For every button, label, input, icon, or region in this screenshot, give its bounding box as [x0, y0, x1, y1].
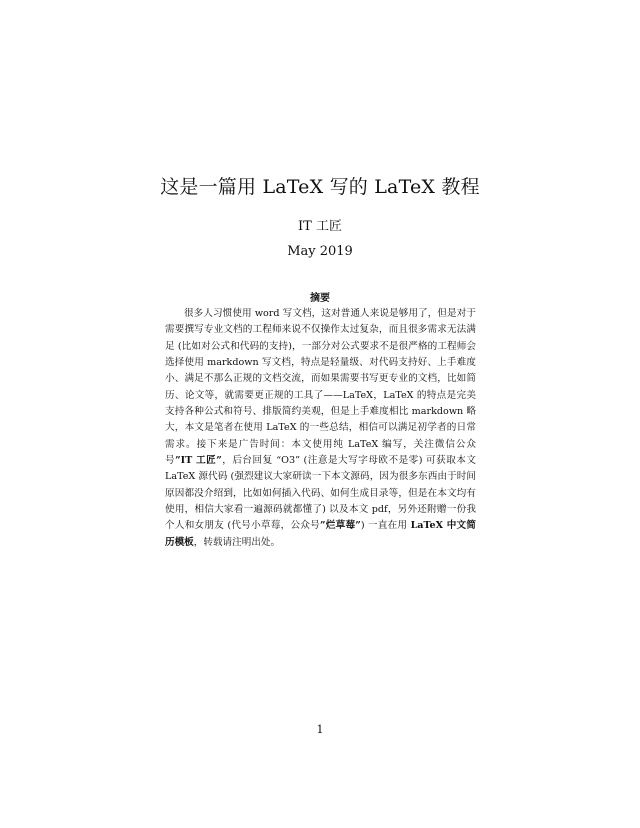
abstract-heading: 摘要: [310, 293, 330, 304]
abstract-bold-template: LaTeX 中文简历模板: [165, 520, 476, 548]
document-date: May 2019: [287, 244, 353, 259]
page-number: 1: [316, 723, 324, 736]
abstract-text-part2: ，后台回复 “O3” (注意是大写字母欧不是零) 可获取本文 LaTeX 源代码 (强烈建议大家研读一下本文源码，因为很多东西由于时间原因都没介绍到，比如如何插入代码、如何生成目录等，但是在本文均有使用，相信大家看一遍源码就都懂了) 以及本文 pdf，另外还附赠一份我个人和女朋友 (代号小草莓，公众号: [165, 455, 476, 532]
abstract-text-part3: ) 一直在用: [360, 520, 411, 532]
abstract-bold-account: ”IT 工匠”: [175, 455, 222, 467]
document-title: 这是一篇用 LaTeX 写的 LaTeX 教程: [160, 176, 480, 198]
abstract-text-part1: 很多人习惯使用 word 写文档，这对普通人来说是够用了，但是对于需要撰写专业文档的工程师来说不仅操作太过复杂，而且很多需求无法满足 (比如对公式和代码的支持)，一部分对公式要求不是很严格的工程师会选择使用 markdown 写文档，特点是轻量级、对代码支持好、上手难度小、满足不那么正规的文档交流，而如果需要书写更专业的文档，比如简历、论文等，就需要更正规的工具了——LaTeX，LaTeX 的特点是完美支持各种公式和符号、排版简约美观，但是上手难度相比 markdown 略大，本文是笔者在使用 LaTeX 的一些总结，相信可以满足初学者的日常需求。接下来是广告时间：本文使用纯 LaTeX 编写，关注微信公众号: [165, 308, 476, 467]
abstract-bold-account-2: ”烂草莓”: [320, 520, 361, 532]
abstract-text-part4: ，转载请注明出处。: [193, 536, 281, 548]
document-author: IT 工匠: [298, 219, 342, 234]
abstract-body: [165, 306, 476, 551]
